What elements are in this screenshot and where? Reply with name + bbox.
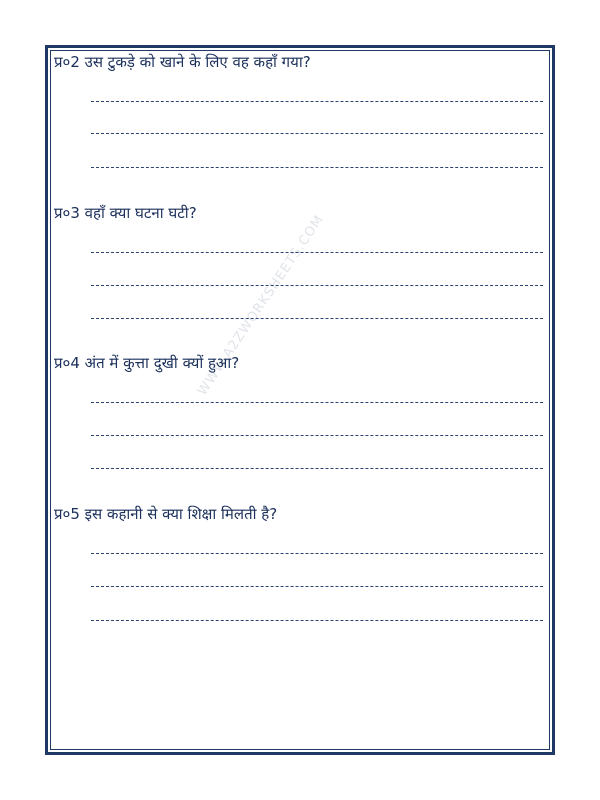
question-4: प्र०4 अंत में कुत्ता दुखी क्यों हुआ?: [54, 354, 240, 372]
answer-line[interactable]: [91, 252, 543, 253]
answer-line[interactable]: [91, 133, 543, 134]
answer-line[interactable]: [91, 620, 543, 621]
page-border: [45, 45, 555, 755]
answer-line[interactable]: [91, 468, 543, 469]
answer-line[interactable]: [91, 167, 543, 168]
answer-line[interactable]: [91, 435, 543, 436]
page-inner-border: [50, 50, 550, 750]
question-3: प्र०3 वहाँ क्या घटना घटी?: [54, 204, 197, 222]
question-5: प्र०5 इस कहानी से क्या शिक्षा मिलती है?: [54, 505, 278, 523]
answer-line[interactable]: [91, 402, 543, 403]
watermark: WWW.A2ZWORKSHEETS.COM: [195, 212, 328, 399]
answer-line[interactable]: [91, 101, 543, 102]
answer-line[interactable]: [91, 285, 543, 286]
answer-line[interactable]: [91, 553, 543, 554]
answer-line[interactable]: [91, 586, 543, 587]
answer-line[interactable]: [91, 318, 543, 319]
question-2: प्र०2 उस टुकड़े को खाने के लिए वह कहाँ गया?: [54, 53, 311, 71]
